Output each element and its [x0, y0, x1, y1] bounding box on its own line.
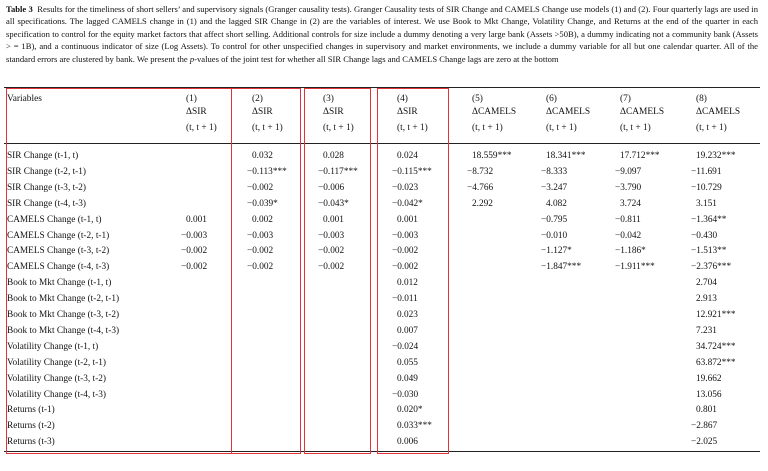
- table-cell: −0.010: [541, 230, 568, 241]
- row-label: Book to Mkt Change (t-4, t-3): [7, 325, 120, 336]
- table-cell: −0.003: [392, 230, 419, 241]
- row-label: Returns (t-3): [7, 437, 55, 448]
- table-cell: −0.002: [392, 246, 419, 257]
- table-cell: 0.028: [323, 151, 344, 161]
- table-cell: −0.113***: [247, 166, 287, 177]
- column-header-num: (3): [323, 94, 334, 104]
- column-header-6: [546, 93, 590, 135]
- column-header-period: (t, t + 1): [397, 123, 428, 133]
- table-cell: −9.097: [615, 166, 642, 177]
- table-cell: 0.007: [397, 325, 418, 336]
- table-cell: −1.847***: [541, 262, 582, 273]
- table-cell: 0.032: [252, 151, 273, 161]
- table-cell: 0.012: [397, 278, 418, 289]
- table-cell: −0.115***: [392, 166, 432, 177]
- table-cell: −0.002: [181, 262, 208, 273]
- row-label: SIR Change (t-1, t): [7, 151, 79, 161]
- table-cell: −0.002: [318, 262, 345, 273]
- table-cell: −0.003: [247, 230, 274, 241]
- table-cell: 2.292: [472, 198, 493, 209]
- table-cell: 13.056: [696, 389, 722, 400]
- table-cell: 18.341***: [546, 151, 586, 161]
- highlight-box-col3: [304, 88, 371, 454]
- row-label: SIR Change (t-2, t-1): [7, 166, 87, 177]
- table-cell: −0.043*: [318, 198, 349, 209]
- table-cell: −3.790: [615, 182, 642, 193]
- table-cell: −3.247: [541, 182, 568, 193]
- row-label: Volatility Change (t-3, t-2): [7, 373, 106, 384]
- caption-text: Results for the timeliness of short sellers’ and supervisory signals (Granger causality tests). Granger Causality tests of SIR Change and CAMELS Change use models (1) and (2). Four quarterly lags are used in all specifications. The lagged CAMELS change in (1) and the lagged SIR Change in (2) are the variables of interest. We use Book to Mkt Change, Volatility Change, and Returns at the end of the quarter in each specification to control for the equity market factors that affect short selling. Additional controls for size include a dummy denoting a very large bank (Assets >50B), a dummy indicating not a community bank (Assets > = 1B), and a continuous indicator of size (Log Assets). To control for other unspecified changes in supervisory and market environments, we include a dummy variable for all but one calendar quarter. All of the standard errors are clustered by bank. We present the: [6, 4, 758, 64]
- row-label: Volatility Change (t-1, t): [7, 341, 99, 352]
- table-cell: −0.795: [541, 214, 568, 225]
- column-header-7: [620, 93, 664, 135]
- table-cell: −1.364**: [691, 214, 727, 225]
- table-cell: −2.025: [691, 437, 718, 448]
- table-cell: −0.003: [181, 230, 208, 241]
- table-cell: −1.186*: [615, 246, 646, 257]
- column-header-num: (7): [620, 94, 631, 104]
- row-label: Book to Mkt Change (t-1, t): [7, 278, 112, 289]
- table-cell: 18.559***: [472, 151, 512, 161]
- row-label: Book to Mkt Change (t-3, t-2): [7, 310, 120, 320]
- table-cell: 0.001: [397, 214, 418, 225]
- table-cell: 2.913: [696, 294, 717, 305]
- column-header-num: (1): [186, 94, 197, 104]
- column-header-var: ΔCAMELS: [620, 107, 665, 117]
- table-cell: −0.117***: [318, 166, 358, 177]
- table-cell: 3.724: [620, 198, 641, 209]
- highlight-box-col2: [231, 88, 301, 454]
- caption-p-italic: p: [189, 53, 195, 64]
- column-header-num: (5): [472, 94, 483, 104]
- row-label: Returns (t-2): [7, 421, 55, 432]
- table-cell: 19.232***: [696, 151, 736, 161]
- table-cell: −2.867: [691, 421, 718, 432]
- column-header-var: ΔCAMELS: [696, 107, 741, 117]
- table-cell: −1.127*: [541, 246, 572, 257]
- table-cell: 7.231: [696, 325, 717, 336]
- table-cell: −0.023: [392, 182, 419, 193]
- row-label: SIR Change (t-3, t-2): [7, 182, 87, 193]
- table-cell: −8.333: [541, 166, 568, 177]
- table-cell: 2.704: [696, 278, 717, 289]
- table-cell: −4.766: [467, 182, 494, 193]
- table-cell: 0.023: [397, 310, 418, 320]
- table-cell: 0.001: [186, 214, 207, 225]
- table-cell: −0.430: [691, 230, 718, 241]
- table-cell: −0.042*: [392, 198, 423, 209]
- table-cell: 3.151: [696, 198, 717, 209]
- table-cell: −10.729: [691, 182, 722, 193]
- column-header-num: (8): [696, 94, 707, 104]
- column-header-var: ΔSIR: [323, 107, 344, 117]
- table-cell: −0.002: [181, 246, 208, 257]
- table-cell: −1.911***: [615, 262, 655, 273]
- row-label: SIR Change (t-4, t-3): [7, 198, 87, 209]
- table-cell: 19.662: [696, 373, 722, 384]
- table-cell: 0.801: [696, 405, 717, 416]
- column-header-var: ΔSIR: [252, 107, 273, 117]
- table-cell: −11.691: [691, 166, 722, 177]
- table-cell: 0.049: [397, 373, 418, 384]
- column-header-period: (t, t + 1): [252, 123, 283, 133]
- column-header-8: [696, 93, 740, 135]
- table-cell: 12.921***: [696, 310, 736, 320]
- table-cell: 0.001: [323, 214, 344, 225]
- highlight-box-col1: [6, 88, 232, 454]
- table-cell: 17.712***: [620, 151, 660, 161]
- table-cell: 0.024: [397, 151, 418, 161]
- table-label: Table 3: [6, 4, 33, 14]
- row-label: CAMELS Change (t-3, t-2): [7, 246, 110, 257]
- table-cell: 0.020*: [397, 405, 423, 416]
- column-header-num: (6): [546, 94, 557, 104]
- row-label: Book to Mkt Change (t-2, t-1): [7, 294, 120, 305]
- row-label: Volatility Change (t-2, t-1): [7, 357, 106, 368]
- table-cell: −0.011: [392, 294, 418, 305]
- variables-header: Variables: [7, 94, 42, 104]
- table-cell: −8.732: [467, 166, 494, 177]
- table-cell: −0.003: [318, 230, 345, 241]
- table-cell: 0.033***: [397, 421, 432, 432]
- table-cell: 34.724***: [696, 341, 736, 352]
- column-header-var: ΔSIR: [397, 107, 418, 117]
- row-label: CAMELS Change (t-1, t): [7, 214, 102, 225]
- column-header-num: (4): [397, 94, 408, 104]
- table-cell: −1.513**: [691, 246, 727, 257]
- table-cell: −0.002: [247, 262, 274, 273]
- table-cell: −0.002: [247, 182, 274, 193]
- table-cell: −0.030: [392, 389, 419, 400]
- row-label: Returns (t-1): [7, 405, 55, 416]
- table-cell: −0.042: [615, 230, 642, 241]
- row-label: Volatility Change (t-4, t-3): [7, 389, 106, 400]
- column-header-var: ΔCAMELS: [472, 107, 517, 117]
- table-cell: −0.811: [615, 214, 641, 225]
- table-cell: −0.039*: [247, 198, 278, 209]
- column-header-period: (t, t + 1): [696, 123, 727, 133]
- table-cell: −2.376***: [691, 262, 732, 273]
- table-cell: 63.872***: [696, 357, 736, 368]
- table-cell: 0.006: [397, 437, 418, 448]
- column-header-var: ΔSIR: [186, 107, 207, 117]
- table-cell: −0.002: [247, 246, 274, 257]
- column-header-period: (t, t + 1): [186, 123, 217, 133]
- caption-text-end: -values of the joint test for whether all SIR Change lags and CAMELS Change lags are zero at the bottom: [194, 53, 559, 64]
- table-cell: −0.002: [318, 246, 345, 257]
- table-cell: −0.006: [318, 182, 345, 193]
- column-header-var: ΔCAMELS: [546, 107, 591, 117]
- table-cell: −0.024: [392, 341, 419, 352]
- column-header-period: (t, t + 1): [323, 123, 354, 133]
- column-header-period: (t, t + 1): [472, 123, 503, 133]
- table-cell: 0.055: [397, 357, 418, 368]
- row-label: CAMELS Change (t-4, t-3): [7, 262, 110, 273]
- table-cell: −0.002: [392, 262, 419, 273]
- column-header-period: (t, t + 1): [620, 123, 651, 133]
- table-cell: 0.002: [252, 214, 273, 225]
- column-header-5: [472, 93, 516, 135]
- column-header-num: (2): [252, 94, 263, 104]
- table-caption: [6, 3, 758, 65]
- column-header-period: (t, t + 1): [546, 123, 577, 133]
- highlight-box-col4: [377, 88, 449, 454]
- row-label: CAMELS Change (t-2, t-1): [7, 230, 110, 241]
- table-cell: 4.082: [546, 198, 567, 209]
